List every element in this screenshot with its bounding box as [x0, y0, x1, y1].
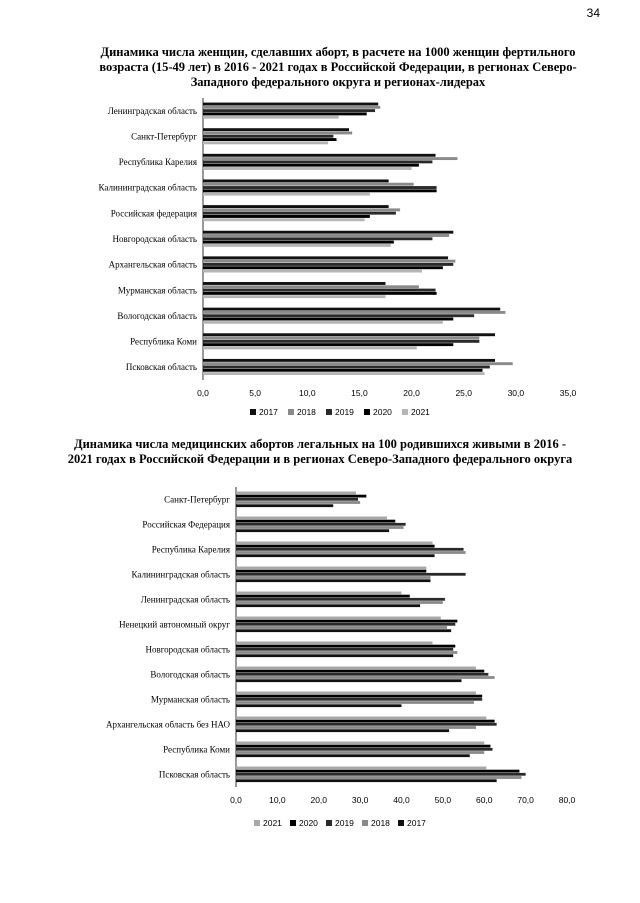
bar-2021: [236, 692, 476, 695]
bar-2019: [236, 723, 497, 726]
bar-2018: [236, 526, 404, 529]
legend-label: 2019: [335, 407, 354, 417]
x-tick-label: 25,0: [455, 388, 472, 398]
legend-label: 2020: [373, 407, 392, 417]
bar-2019: [236, 598, 445, 601]
bar-2020: [236, 570, 426, 573]
category-label: Псковская область: [158, 769, 230, 780]
bar-2021: [236, 742, 484, 745]
x-tick-label: 70,0: [517, 795, 534, 805]
bar-2018: [236, 726, 476, 729]
bar-2017: [236, 704, 402, 707]
bar-2021: [236, 517, 387, 520]
x-tick-label: 10,0: [299, 388, 316, 398]
bar-2018: [236, 751, 484, 754]
bar-2020: [236, 520, 395, 523]
bar-2020: [236, 495, 366, 498]
bar-2018: [236, 576, 430, 579]
bar-2018: [236, 701, 474, 704]
page-number: 34: [586, 6, 600, 20]
legend-label: 2021: [263, 818, 282, 828]
bar-2019: [236, 523, 406, 526]
bar-2020: [236, 595, 410, 598]
bar-2017: [236, 729, 449, 732]
category-label: Российская федерация: [110, 208, 197, 219]
category-label: Ленинградская область: [140, 594, 230, 605]
bar-2017: [236, 654, 453, 657]
legend-label: 2019: [335, 818, 354, 828]
x-tick-label: 50,0: [434, 795, 452, 805]
bar-2021: [236, 767, 486, 770]
bar-2018: [236, 626, 447, 629]
bar-2019: [236, 748, 493, 751]
category-label: Калининградская область: [131, 569, 230, 580]
x-tick-label: 30,0: [351, 795, 369, 805]
bar-2017: [236, 504, 333, 507]
bar-2018: [236, 651, 457, 654]
bar-2020: [236, 720, 495, 723]
category-label: Республика Коми: [130, 336, 197, 347]
category-label: Новгородская область: [145, 644, 230, 655]
bar-2020: [236, 770, 519, 773]
category-label: Республика Карелия: [118, 157, 197, 168]
category-label: Санкт-Петербург: [131, 131, 197, 142]
category-label: Псковская область: [125, 362, 197, 373]
legend-swatch-2017: [398, 820, 404, 826]
category-label: Российская Федерация: [142, 519, 230, 530]
bar-2017: [236, 679, 461, 682]
legend-swatch-2019: [326, 820, 332, 826]
legend-label: 2021: [411, 407, 430, 417]
bar-2018: [236, 676, 495, 679]
category-label: Мурманская область: [150, 694, 230, 705]
bar-2020: [236, 670, 484, 673]
bar-2017: [236, 754, 470, 757]
bar-2021: [236, 542, 433, 545]
bar-2019: [236, 498, 358, 501]
category-label: Вологодская область: [150, 669, 230, 680]
x-tick-label: 10,0: [269, 795, 286, 805]
legend-swatch-2021: [254, 820, 260, 826]
bar-2020: [236, 645, 455, 648]
category-label: Ленинградская область: [107, 105, 197, 116]
bar-2020: [236, 545, 435, 548]
category-label: Новгородская область: [112, 234, 197, 244]
bar-2018: [236, 601, 443, 604]
bar-2021: [236, 617, 441, 620]
bar-2017: [236, 579, 430, 582]
bar-2021: [236, 717, 486, 720]
chart-2-title: Динамика числа медицинских абортов легальных на 100 родившихся живыми в 2016 - 2021 годах в Российской Федерации и в регионах Северо-Западного федерального округа: [67, 437, 573, 466]
x-tick-label: 20,0: [310, 795, 328, 805]
bar-2019: [236, 623, 455, 626]
x-tick-label: 0,0: [230, 795, 242, 805]
bar-2019: [236, 573, 466, 576]
x-tick-label: 60,0: [475, 795, 493, 805]
x-tick-label: 30,0: [507, 388, 525, 398]
legend-label: 2018: [297, 407, 316, 417]
bar-2021: [236, 667, 476, 670]
bar-2020: [236, 620, 457, 623]
bar-2021: [236, 592, 402, 595]
x-tick-label: 35,0: [559, 388, 577, 398]
bar-2019: [236, 548, 464, 551]
bar-2019: [236, 698, 482, 701]
category-label: Республика Карелия: [151, 544, 230, 555]
category-label: Республика Коми: [163, 744, 230, 755]
bar-2021: [236, 492, 356, 495]
bar-2021: [236, 567, 426, 570]
x-tick-label: 0,0: [197, 388, 209, 398]
legend-label: 2020: [299, 818, 318, 828]
category-label: Архангельская область: [108, 259, 197, 270]
category-label: Калининградская область: [98, 182, 197, 193]
bar-2017: [236, 529, 389, 532]
bar-2017: [236, 629, 451, 632]
legend-label: 2018: [371, 818, 390, 828]
bar-2018: [236, 776, 521, 779]
legend-swatch-2018: [362, 820, 368, 826]
bar-2017: [236, 779, 497, 782]
bar-2018: [236, 501, 360, 504]
legend-label: 2017: [407, 818, 426, 828]
category-label: Санкт-Петербург: [164, 494, 230, 505]
x-tick-label: 5,0: [249, 388, 262, 398]
bar-2021: [236, 642, 433, 645]
category-label: Архангельская область без НАО: [105, 719, 230, 730]
x-tick-label: 80,0: [558, 795, 576, 805]
bar-2017: [236, 604, 420, 607]
bar-2019: [236, 773, 526, 776]
category-label: Мурманская область: [117, 285, 197, 296]
bar-2017: [236, 554, 435, 557]
bar-2018: [236, 551, 466, 554]
bar-2019: [236, 673, 488, 676]
x-tick-label: 20,0: [403, 388, 420, 398]
category-label: Вологодская область: [117, 310, 197, 321]
category-label: Ненецкий автономный округ: [119, 619, 230, 630]
bar-2020: [236, 695, 482, 698]
chart-1-title: Динамика числа женщин, сделавших аборт, в расчете на 1000 женщин фертильного возраста (15-49 лет) в 2016 - 2021 годах в Российской Федерации, в регионах Северо-Западного федерального округа и регионах-лидерах: [99, 45, 577, 89]
x-tick-label: 40,0: [393, 795, 410, 805]
x-tick-label: 15,0: [351, 388, 368, 398]
bar-2020: [236, 745, 490, 748]
legend-swatch-2020: [290, 820, 296, 826]
bar-2019: [236, 648, 453, 651]
legend-label: 2017: [259, 407, 278, 417]
